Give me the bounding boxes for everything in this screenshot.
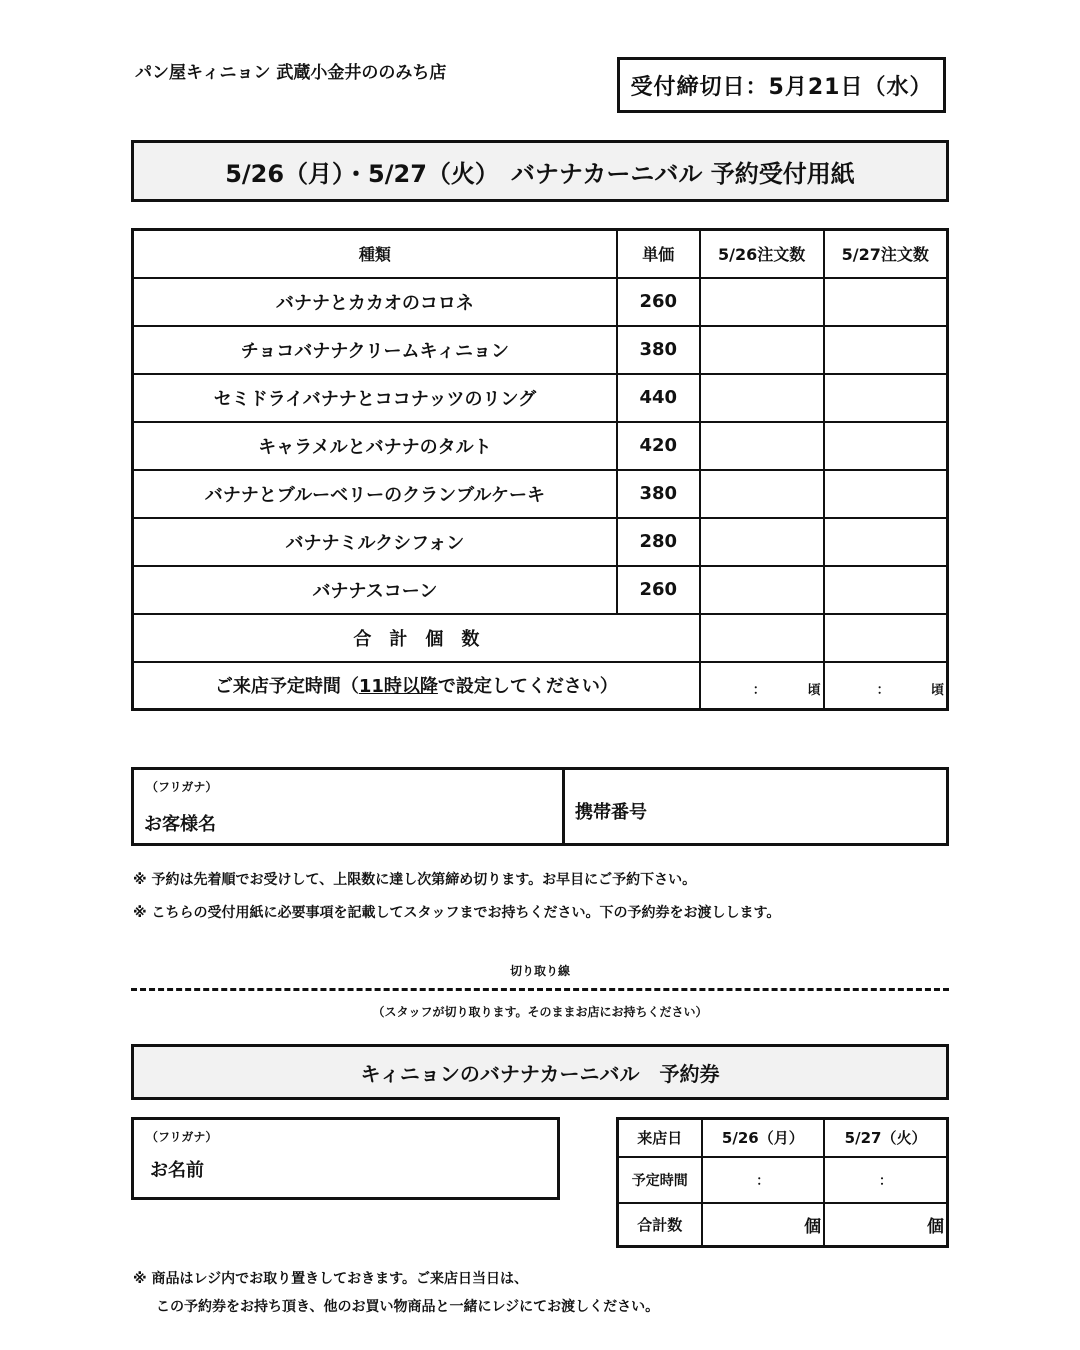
qty-field-526[interactable] [700,518,824,566]
phone-field[interactable] [565,770,946,843]
product-name: チョコバナナクリームキィニョン [133,326,617,374]
bottom-note-1: ※ 商品はレジ内でお取り置きしておきます。ご来店日当日は、 [133,1271,529,1287]
total-field-527[interactable] [824,614,948,662]
ticket-name-label: お名前 [150,1160,204,1181]
table-row [133,374,948,422]
time-unit: 頃 [930,682,944,698]
note-submit: ※ こちらの受付用紙に必要事項を記載してスタッフまでお持ちください。下の予約券をお渡しします。 [133,905,781,921]
cut-line-subtext: （スタッフが切り取ります。そのままお店にお持ちください） [372,1005,708,1019]
table-row [133,566,948,614]
table-row [133,470,948,518]
bottom-note-2: この予約券をお持ち頂き、他のお買い物商品と一緒にレジにてお渡しください。 [156,1299,660,1315]
customer-box [131,767,949,846]
col-header-qty-526: 5/26注文数 [700,230,824,278]
total-row [133,614,948,662]
cut-line-label: 切り取り線 [509,964,570,978]
visit-time-field-527[interactable] [824,662,948,710]
furigana-label: （フリガナ） [146,1130,218,1144]
product-name: バナナスコーン [133,566,617,614]
cut-line [131,988,949,991]
product-price: 420 [617,422,700,470]
product-price: 260 [617,566,700,614]
visit-time-row [133,662,948,710]
phone-label: 携帯番号 [575,802,647,823]
visit-time-row [618,1157,948,1203]
product-price: 260 [617,278,700,326]
order-table-header [133,230,948,278]
product-price: 380 [617,326,700,374]
product-name: バナナとカカオのコロネ [133,278,617,326]
visit-time-label-prefix: ご来店予定時間（ [214,676,359,698]
qty-field-527[interactable] [824,278,948,326]
qty-field-526[interactable] [700,278,824,326]
table-row [133,518,948,566]
planned-time-field-527[interactable]: ： [824,1157,947,1203]
count-label: 合計数 [618,1203,702,1247]
store-name: パン屋キィニョン 武蔵小金井ののみち店 [135,63,447,83]
qty-field-527[interactable] [824,518,948,566]
col-header-qty-527: 5/27注文数 [824,230,948,278]
count-row [618,1203,948,1247]
qty-field-527[interactable] [824,374,948,422]
product-price: 380 [617,470,700,518]
product-name: キャラメルとバナナのタルト [133,422,617,470]
visit-time-label-underlined: 11時以降 [358,676,438,698]
qty-field-526[interactable] [700,326,824,374]
visit-day-527[interactable]: 5/27（火） [824,1119,947,1157]
total-field-526[interactable] [700,614,824,662]
product-name: バナナミルクシフォン [133,518,617,566]
count-field-526[interactable]: 個 [702,1203,825,1247]
qty-field-527[interactable] [824,470,948,518]
visit-table [616,1117,949,1248]
qty-field-527[interactable] [824,326,948,374]
table-row [133,326,948,374]
table-row [133,422,948,470]
ticket-title: キィニョンのバナナカーニバル 予約券 [131,1044,949,1100]
form-title: 5/26（月）・5/27（火） バナナカーニバル 予約受付用紙 [131,140,949,202]
product-price: 280 [617,518,700,566]
visit-time-label-suffix: で設定してください） [437,676,618,698]
visit-date-row [618,1119,948,1157]
order-table [131,228,949,711]
deadline-box: 受付締切日：5月21日（水） [617,57,946,113]
customer-name-field[interactable] [134,770,565,843]
visit-date-label: 来店日 [618,1119,702,1157]
planned-time-label: 予定時間 [618,1157,702,1203]
qty-field-527[interactable] [824,422,948,470]
time-colon: ： [876,682,890,698]
qty-field-526[interactable] [700,470,824,518]
product-price: 440 [617,374,700,422]
qty-field-526[interactable] [700,566,824,614]
planned-time-field-526[interactable]: ： [702,1157,825,1203]
qty-field-526[interactable] [700,374,824,422]
visit-time-field-526[interactable] [700,662,824,710]
visit-day-526[interactable]: 5/26（月） [702,1119,825,1157]
furigana-label: （フリガナ） [146,780,218,794]
time-colon: ： [752,682,766,698]
visit-time-label [133,662,700,710]
col-header-type: 種類 [133,230,617,278]
time-unit: 頃 [807,682,821,698]
qty-field-526[interactable] [700,422,824,470]
product-name: セミドライバナナとココナッツのリング [133,374,617,422]
ticket-name-field[interactable] [131,1117,560,1200]
col-header-price: 単価 [617,230,700,278]
product-name: バナナとブルーベリーのクランブルケーキ [133,470,617,518]
total-label: 合 計 個 数 [133,614,700,662]
table-row [133,278,948,326]
count-field-527[interactable]: 個 [824,1203,947,1247]
customer-name-label: お客様名 [144,814,216,835]
note-reservation: ※ 予約は先着順でお受けして、上限数に達し次第締め切ります。お早目にご予約下さい。 [133,872,697,888]
qty-field-527[interactable] [824,566,948,614]
